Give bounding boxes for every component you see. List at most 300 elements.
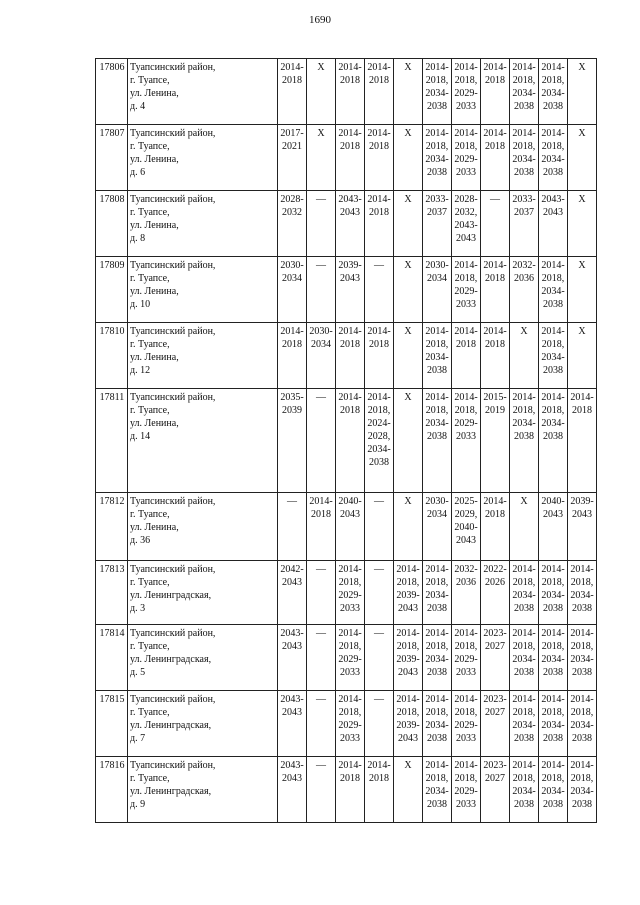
period-line: 2018, [454, 405, 478, 416]
period-line: 2018, [512, 577, 536, 588]
period-line: 2024- [367, 418, 391, 429]
period-line: 2034- [541, 720, 565, 731]
period-line: 2034 [282, 273, 302, 284]
table-row [96, 757, 597, 823]
period-line: 2017- [280, 128, 304, 139]
address-line: д. 4 [130, 101, 146, 112]
address-line: ул. Ленина, [130, 88, 179, 99]
period-cell [423, 691, 452, 757]
period-line: X [578, 128, 586, 139]
period-line: 2038 [543, 101, 563, 112]
period-line: 2043 [456, 233, 476, 244]
period-line: 2026 [485, 577, 505, 588]
table-row [96, 691, 597, 757]
address-cell [128, 257, 278, 323]
period-line: X [578, 326, 586, 337]
period-cell [423, 125, 452, 191]
period-cell [336, 691, 365, 757]
period-line: X [317, 128, 325, 139]
period-line: 2038 [543, 603, 563, 614]
period-cell [307, 59, 336, 125]
period-line: 2018, [396, 577, 420, 588]
period-cell [568, 625, 597, 691]
address-cell [128, 323, 278, 389]
period-cell [394, 691, 423, 757]
period-line: 2018 [485, 273, 505, 284]
period-line: 2018, [570, 641, 594, 652]
period-line: 2038 [427, 799, 447, 810]
period-line: 2034- [425, 418, 449, 429]
address-line: д. 8 [130, 233, 146, 244]
period-cell [452, 191, 481, 257]
period-cell [568, 757, 597, 823]
period-cell [365, 389, 394, 493]
period-line: 2018, [512, 641, 536, 652]
table-row [96, 561, 597, 625]
period-line: 2014- [570, 392, 594, 403]
period-line: 2018 [282, 75, 302, 86]
period-line: 2018, [396, 641, 420, 652]
period-line: 2043- [338, 194, 362, 205]
address-line: ул. Ленина, [130, 352, 179, 363]
period-cell [394, 323, 423, 389]
period-line: — [374, 694, 384, 705]
period-cell [336, 493, 365, 561]
address-line: г. Туапсе, [130, 405, 170, 416]
record-id: 17810 [96, 323, 128, 389]
period-line: 2028, [367, 431, 391, 442]
period-line: 2018, [541, 577, 565, 588]
period-line: 2014- [280, 326, 304, 337]
period-line: 2034- [512, 786, 536, 797]
period-cell [278, 757, 307, 823]
period-line: X [404, 760, 412, 771]
period-cell [568, 125, 597, 191]
address-line: Туапсинский район, [130, 260, 216, 271]
period-line: — [490, 194, 500, 205]
period-line: 2034- [570, 786, 594, 797]
period-cell [278, 389, 307, 493]
period-line: 2029- [454, 418, 478, 429]
period-cell [336, 561, 365, 625]
period-line: 2014- [512, 628, 536, 639]
address-line: Туапсинский район, [130, 564, 216, 575]
period-cell [394, 59, 423, 125]
period-line: 2014- [483, 496, 507, 507]
period-line: 2038 [543, 299, 563, 310]
period-line: — [316, 392, 326, 403]
address-line: г. Туапсе, [130, 141, 170, 152]
period-line: 2014- [541, 128, 565, 139]
period-line: 2038 [514, 167, 534, 178]
period-cell [307, 691, 336, 757]
address-line: Туапсинский район, [130, 62, 216, 73]
period-cell [510, 625, 539, 691]
period-line: 2039- [570, 496, 594, 507]
period-line: 2033 [456, 167, 476, 178]
period-cell [307, 561, 336, 625]
address-line: ул. Ленинградская, [130, 654, 212, 665]
period-line: 2034- [512, 418, 536, 429]
period-line: 2034- [541, 154, 565, 165]
address-cell [128, 691, 278, 757]
record-id: 17814 [96, 625, 128, 691]
period-line: 2018, [512, 141, 536, 152]
period-cell [278, 561, 307, 625]
period-line: 2018, [338, 641, 362, 652]
period-line: 2040- [541, 496, 565, 507]
period-cell [568, 691, 597, 757]
page-number: 1690 [309, 14, 331, 26]
period-line: 2018, [454, 75, 478, 86]
period-cell [481, 625, 510, 691]
period-line: 2018, [454, 641, 478, 652]
period-line: 2034- [425, 654, 449, 665]
address-line: д. 3 [130, 603, 146, 614]
period-line: 2043 [398, 733, 418, 744]
period-line: 2032- [454, 564, 478, 575]
address-line: г. Туапсе, [130, 75, 170, 86]
period-line: 2034- [570, 720, 594, 731]
period-line: 2043 [340, 273, 360, 284]
record-id: 17815 [96, 691, 128, 757]
period-line: 2014- [512, 62, 536, 73]
period-line: 2043 [398, 667, 418, 678]
period-line: 2014- [570, 760, 594, 771]
period-line: 2034- [425, 786, 449, 797]
period-line: 2029- [338, 720, 362, 731]
period-line: 2037 [427, 207, 447, 218]
period-cell [539, 389, 568, 493]
period-line: 2018 [340, 75, 360, 86]
period-line: 2018 [369, 207, 389, 218]
period-cell [481, 257, 510, 323]
period-line: 2014- [454, 760, 478, 771]
period-line: 2032 [282, 207, 302, 218]
table-row [96, 191, 597, 257]
period-line: 2014- [570, 694, 594, 705]
address-line: д. 14 [130, 431, 151, 442]
address-line: Туапсинский район, [130, 628, 216, 639]
period-line: 2043 [282, 577, 302, 588]
period-line: 2027 [485, 641, 505, 652]
period-line: 2018, [512, 75, 536, 86]
period-cell [539, 191, 568, 257]
period-cell [452, 757, 481, 823]
period-line: 2034- [512, 654, 536, 665]
period-line: — [316, 760, 326, 771]
record-id: 17816 [96, 757, 128, 823]
period-line: 2038 [427, 667, 447, 678]
period-cell [423, 59, 452, 125]
address-cell [128, 493, 278, 561]
period-cell [539, 757, 568, 823]
period-cell [481, 691, 510, 757]
address-cell [128, 561, 278, 625]
period-line: 2019 [485, 405, 505, 416]
period-line: 2014- [338, 628, 362, 639]
period-line: 2043- [454, 220, 478, 231]
period-cell [394, 257, 423, 323]
period-line: 2025- [454, 496, 478, 507]
period-line: 2014- [512, 760, 536, 771]
period-line: 2018 [456, 339, 476, 350]
period-cell [568, 191, 597, 257]
period-line: 2033 [456, 431, 476, 442]
period-line: 2018 [369, 141, 389, 152]
period-line: 2014- [512, 694, 536, 705]
period-line: 2018, [541, 339, 565, 350]
period-line: 2018, [454, 707, 478, 718]
period-line: 2014- [425, 128, 449, 139]
period-line: 2018, [570, 707, 594, 718]
address-cell [128, 389, 278, 493]
period-cell [394, 625, 423, 691]
period-cell [510, 323, 539, 389]
period-line: 2040- [338, 496, 362, 507]
period-line: 2042- [280, 564, 304, 575]
period-line: 2034 [427, 509, 447, 520]
period-cell [539, 691, 568, 757]
period-line: 2018, [338, 577, 362, 588]
period-line: 2043 [340, 207, 360, 218]
period-line: — [316, 628, 326, 639]
period-line: 2033- [512, 194, 536, 205]
period-line: 2014- [280, 62, 304, 73]
address-line: г. Туапсе, [130, 707, 170, 718]
period-line: 2014- [454, 694, 478, 705]
period-line: 2021 [282, 141, 302, 152]
period-line: 2039- [396, 654, 420, 665]
period-line: — [374, 496, 384, 507]
period-line: 2018, [396, 707, 420, 718]
period-line: 2038 [427, 603, 447, 614]
period-cell [336, 125, 365, 191]
period-line: 2014- [367, 194, 391, 205]
period-line: 2018 [369, 339, 389, 350]
period-cell [539, 125, 568, 191]
period-line: 2014- [425, 628, 449, 639]
period-line: 2033 [340, 733, 360, 744]
period-line: 2014- [483, 62, 507, 73]
record-id: 17809 [96, 257, 128, 323]
period-line: 2038 [572, 667, 592, 678]
table-row [96, 389, 597, 493]
period-line: 2014- [367, 326, 391, 337]
period-line: 2014- [541, 628, 565, 639]
period-line: X [404, 392, 412, 403]
period-line: 2014- [425, 326, 449, 337]
record-id: 17812 [96, 493, 128, 561]
period-line: 2014- [396, 564, 420, 575]
period-cell [568, 561, 597, 625]
period-line: 2018, [541, 75, 565, 86]
period-line: 2014- [454, 260, 478, 271]
period-line: 2033 [456, 101, 476, 112]
period-line: 2018 [369, 75, 389, 86]
period-cell [336, 323, 365, 389]
period-line: 2018, [454, 141, 478, 152]
period-line: 2014- [367, 62, 391, 73]
period-cell [394, 191, 423, 257]
period-line: 2038 [543, 667, 563, 678]
period-cell [423, 625, 452, 691]
period-line: 2029- [454, 786, 478, 797]
period-line: X [404, 496, 412, 507]
period-line: 2043 [543, 509, 563, 520]
period-line: 2014- [367, 392, 391, 403]
period-line: X [404, 260, 412, 271]
period-line: 2014- [570, 628, 594, 639]
period-line: 2030- [280, 260, 304, 271]
period-cell [481, 493, 510, 561]
period-line: 2030- [309, 326, 333, 337]
period-line: 2015- [483, 392, 507, 403]
period-line: 2014- [338, 326, 362, 337]
period-cell [423, 493, 452, 561]
period-cell [539, 493, 568, 561]
period-line: 2018, [512, 773, 536, 784]
period-cell [307, 757, 336, 823]
period-cell [278, 125, 307, 191]
period-line: — [316, 260, 326, 271]
period-cell [452, 257, 481, 323]
period-line: 2014- [512, 564, 536, 575]
period-line: 2038 [427, 101, 447, 112]
period-line: 2033 [456, 733, 476, 744]
address-line: Туапсинский район, [130, 194, 216, 205]
period-cell [539, 561, 568, 625]
period-line: 2018 [340, 773, 360, 784]
period-line: 2018 [485, 141, 505, 152]
record-id: 17813 [96, 561, 128, 625]
period-cell [365, 323, 394, 389]
period-line: 2036 [456, 577, 476, 588]
period-cell [307, 257, 336, 323]
period-line: X [520, 496, 528, 507]
address-cell [128, 625, 278, 691]
period-line: 2043- [280, 628, 304, 639]
period-line: 2023- [483, 760, 507, 771]
address-line: ул. Ленинградская, [130, 590, 212, 601]
period-line: 2033 [340, 603, 360, 614]
period-line: 2018 [485, 509, 505, 520]
address-line: Туапсинский район, [130, 496, 216, 507]
address-line: д. 6 [130, 167, 146, 178]
period-line: 2014- [338, 392, 362, 403]
address-cell [128, 59, 278, 125]
period-cell [452, 493, 481, 561]
period-cell [423, 389, 452, 493]
period-line: 2034- [512, 720, 536, 731]
period-line: 2018, [425, 641, 449, 652]
period-cell [568, 323, 597, 389]
period-line: 2034- [425, 720, 449, 731]
period-line: 2018 [340, 339, 360, 350]
period-line: 2029- [454, 654, 478, 665]
period-cell [336, 389, 365, 493]
period-line: X [520, 326, 528, 337]
period-cell [278, 625, 307, 691]
address-line: д. 9 [130, 799, 146, 810]
period-line: 2039- [338, 260, 362, 271]
period-line: 2014- [338, 760, 362, 771]
period-line: 2034 [427, 273, 447, 284]
period-cell [394, 493, 423, 561]
period-line: 2014- [425, 392, 449, 403]
address-line: ул. Ленина, [130, 418, 179, 429]
address-line: ул. Ленина, [130, 220, 179, 231]
address-line: д. 7 [130, 733, 146, 744]
period-line: X [578, 62, 586, 73]
address-cell [128, 757, 278, 823]
period-line: 2014- [425, 564, 449, 575]
period-line: 2018, [425, 405, 449, 416]
period-line: X [578, 260, 586, 271]
period-line: 2038 [543, 365, 563, 376]
period-line: 2040- [454, 522, 478, 533]
period-cell [394, 125, 423, 191]
period-line: 2014- [338, 128, 362, 139]
address-line: Туапсинский район, [130, 694, 216, 705]
address-line: г. Туапсе, [130, 339, 170, 350]
period-cell [568, 59, 597, 125]
period-line: 2034- [425, 154, 449, 165]
period-line: X [404, 128, 412, 139]
period-line: 2014- [541, 260, 565, 271]
period-cell [365, 625, 394, 691]
period-line: 2028- [454, 194, 478, 205]
period-line: X [404, 326, 412, 337]
period-line: — [374, 260, 384, 271]
period-cell [539, 323, 568, 389]
period-line: 2014- [454, 392, 478, 403]
period-line: 2014- [541, 760, 565, 771]
period-cell [510, 691, 539, 757]
period-line: 2032, [454, 207, 478, 218]
table-row [96, 125, 597, 191]
period-line: 2043- [541, 194, 565, 205]
period-cell [307, 493, 336, 561]
period-cell [481, 323, 510, 389]
period-cell [365, 691, 394, 757]
address-line: г. Туапсе, [130, 509, 170, 520]
period-line: 2018, [570, 773, 594, 784]
period-cell [539, 59, 568, 125]
period-cell [394, 561, 423, 625]
period-line: 2014- [483, 260, 507, 271]
period-cell [307, 389, 336, 493]
period-line: 2018, [541, 273, 565, 284]
period-cell [365, 59, 394, 125]
period-line: 2018, [541, 773, 565, 784]
period-line: 2038 [572, 603, 592, 614]
period-line: 2038 [543, 733, 563, 744]
period-line: 2043 [282, 707, 302, 718]
period-line: 2014- [541, 564, 565, 575]
period-cell [568, 257, 597, 323]
period-line: 2018, [541, 141, 565, 152]
period-line: 2018, [367, 405, 391, 416]
period-line: 2032- [512, 260, 536, 271]
period-line: 2034- [541, 286, 565, 297]
period-line: 2030- [425, 260, 449, 271]
address-line: д. 10 [130, 299, 151, 310]
schedule-table [95, 58, 597, 823]
period-cell [336, 757, 365, 823]
period-line: 2034- [570, 654, 594, 665]
period-line: 2023- [483, 628, 507, 639]
